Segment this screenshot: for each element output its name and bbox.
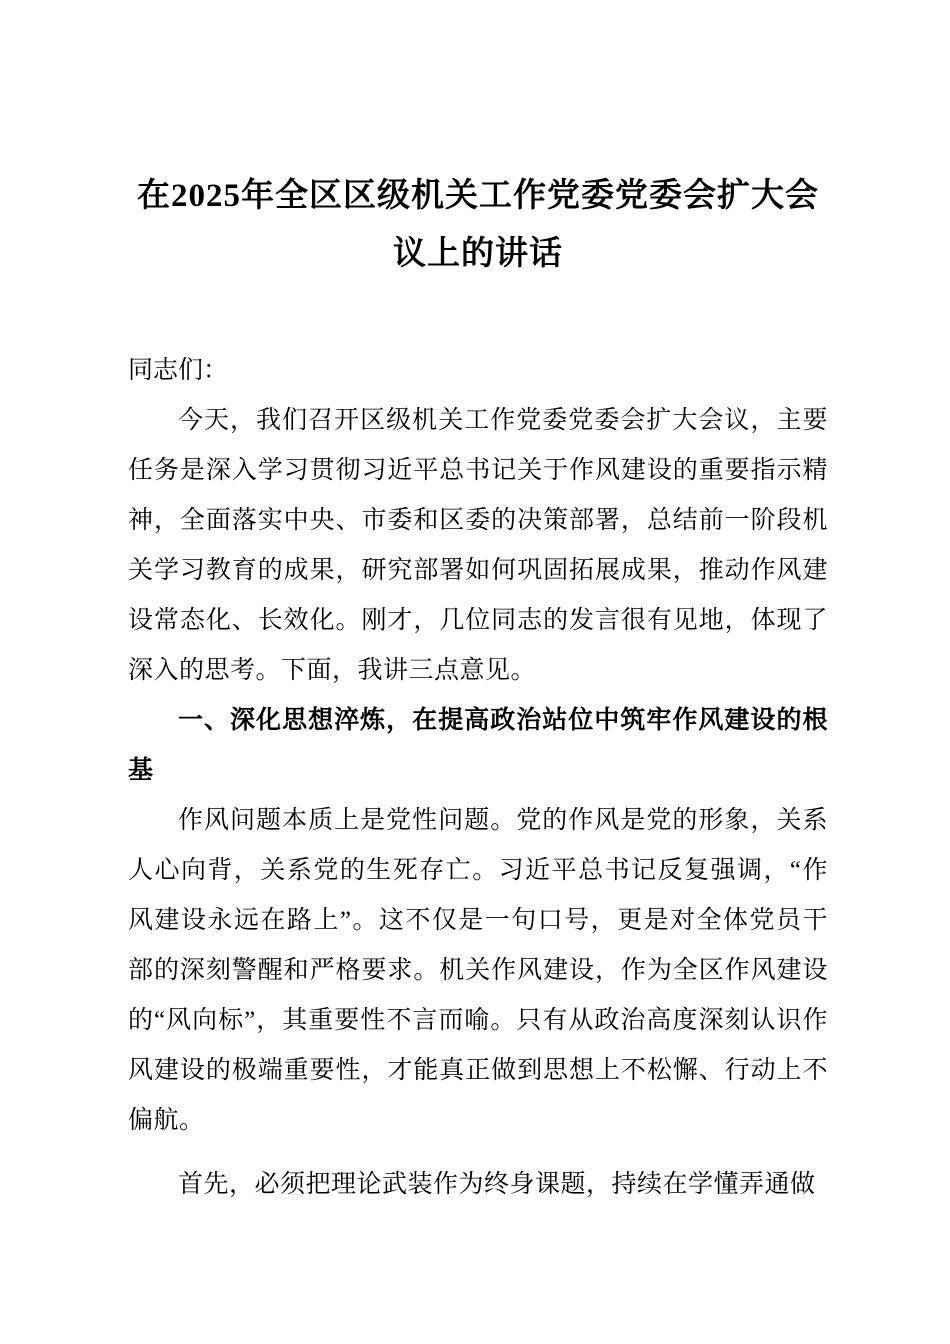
paragraph-body-1: 作风问题本质上是党性问题。党的作风是党的形象，关系人心向背，关系党的生死存亡。习近平总书记反复强调，“作风建设永远在路上”。这不仅是一句口号，更是对全体党员干部的深刻警醒和严格要求。机关作风建设，作为全区作风建设的“风向标”，其重要性不言而喻。只有从政治高度深刻认识作风建设的极端重要性，才能真正做到思想上不松懈、行动上不偏航。 (128, 806, 828, 1134)
paragraph-body-2-partial: 首先，必须把理论武装作为终身课题，持续在学懂弄通做 (178, 1170, 816, 1198)
paragraph-gap (128, 1146, 828, 1160)
document-title: 在2025年全区区级机关工作党委党委会扩大会议上的讲话 (137, 178, 819, 272)
paragraph-intro: 今天，我们召开区级机关工作党委党委会扩大会议，主要任务是深入学习贯彻习近平总书记关于作风建设的重要指示精神，全面落实中央、市委和区委的决策部署，总结前一阶段机关学习教育的成果，研究部署如何巩固拓展成果，推动作风建设常态化、长效化。刚才，几位同志的发言很有见地，体现了深入的思考。下面，我讲三点意见。 (128, 406, 828, 684)
salutation: 同志们： (128, 356, 229, 384)
section-heading-1: 一、深化思想淬炼，在提高政治站位中筑牢作风建设的根基 (128, 706, 828, 784)
